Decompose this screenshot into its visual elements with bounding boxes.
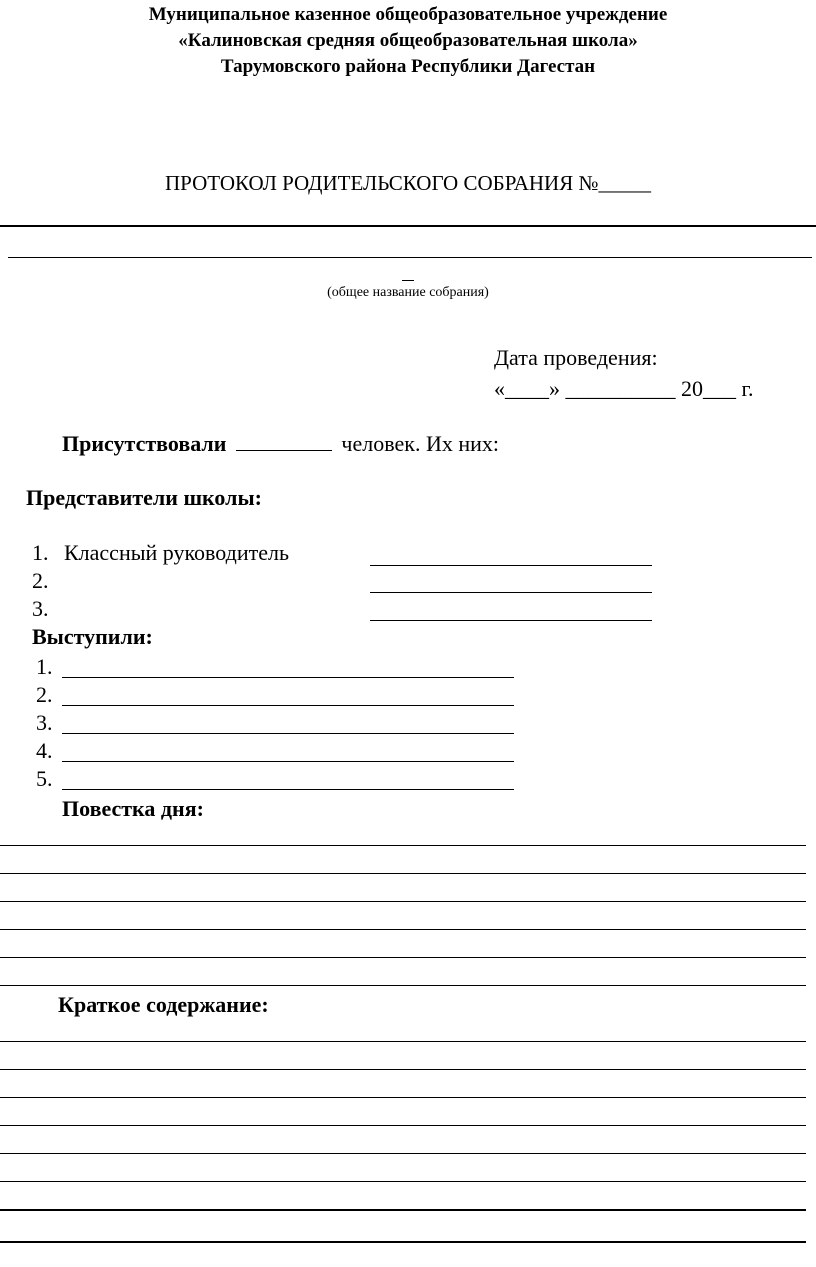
- attendance-label: Присутствовали: [62, 431, 227, 456]
- school-name: «Калиновская средняя общеобразовательная школа»: [178, 30, 638, 51]
- summary-line-7[interactable]: [0, 1209, 806, 1211]
- speaker-4-field[interactable]: [62, 761, 514, 762]
- summary-line-5[interactable]: [0, 1153, 806, 1154]
- school-reps-heading: Представители школы:: [26, 485, 262, 510]
- summary-line-1[interactable]: [0, 1041, 806, 1042]
- school-rep-3-num: 3.: [32, 596, 49, 621]
- school-rep-2-field[interactable]: [370, 592, 652, 593]
- attendance-suffix: человек. Их них:: [341, 431, 499, 456]
- speaker-3-num: 3.: [36, 710, 53, 735]
- speaker-4-num: 4.: [36, 738, 53, 763]
- page-title: ПРОТОКОЛ РОДИТЕЛЬСКОГО СОБРАНИЯ №_____: [165, 171, 651, 195]
- school-rep-3-field[interactable]: [370, 620, 652, 621]
- attendance-line: [62, 428, 499, 457]
- school-rep-1-field[interactable]: [370, 565, 652, 566]
- speaker-1-field[interactable]: [62, 677, 514, 678]
- agenda-line-5[interactable]: [0, 957, 806, 958]
- summary-line-3[interactable]: [0, 1097, 806, 1098]
- date-label: Дата проведения:: [494, 345, 658, 370]
- agenda-heading: Повестка дня:: [62, 796, 204, 821]
- speaker-5-field[interactable]: [62, 789, 514, 790]
- district-name: Тарумовского района Республики Дагестан: [220, 56, 596, 77]
- agenda-line-2[interactable]: [0, 873, 806, 874]
- agenda-line-1[interactable]: [0, 845, 806, 846]
- title-divider: [0, 225, 816, 227]
- agenda-line-6[interactable]: [0, 985, 806, 986]
- summary-line-8[interactable]: [0, 1241, 806, 1243]
- agenda-line-4[interactable]: [0, 929, 806, 930]
- date-field[interactable]: «____» __________ 20___ г.: [494, 376, 754, 401]
- speaker-3-field[interactable]: [62, 733, 514, 734]
- meeting-name-field[interactable]: [8, 257, 812, 258]
- summary-heading: Краткое содержание:: [58, 992, 269, 1017]
- summary-line-6[interactable]: [0, 1181, 806, 1182]
- speaker-1-num: 1.: [36, 654, 53, 679]
- summary-line-4[interactable]: [0, 1125, 806, 1126]
- school-rep-1-label: Классный руководитель: [64, 540, 290, 565]
- speaker-2-num: 2.: [36, 682, 53, 707]
- agenda-line-3[interactable]: [0, 901, 806, 902]
- summary-line-2[interactable]: [0, 1069, 806, 1070]
- school-rep-1-num: 1.: [32, 540, 49, 565]
- institution-name: Муниципальное казенное общеобразовательное учреждение: [148, 4, 668, 25]
- attendance-count-field[interactable]: [236, 428, 332, 451]
- school-rep-2-num: 2.: [32, 568, 49, 593]
- meeting-name-caption: (общее название собрания): [327, 285, 489, 300]
- speakers-heading: Выступили:: [32, 624, 153, 649]
- speaker-5-num: 5.: [36, 766, 53, 791]
- speaker-2-field[interactable]: [62, 705, 514, 706]
- meeting-name-field-tail: [402, 280, 414, 281]
